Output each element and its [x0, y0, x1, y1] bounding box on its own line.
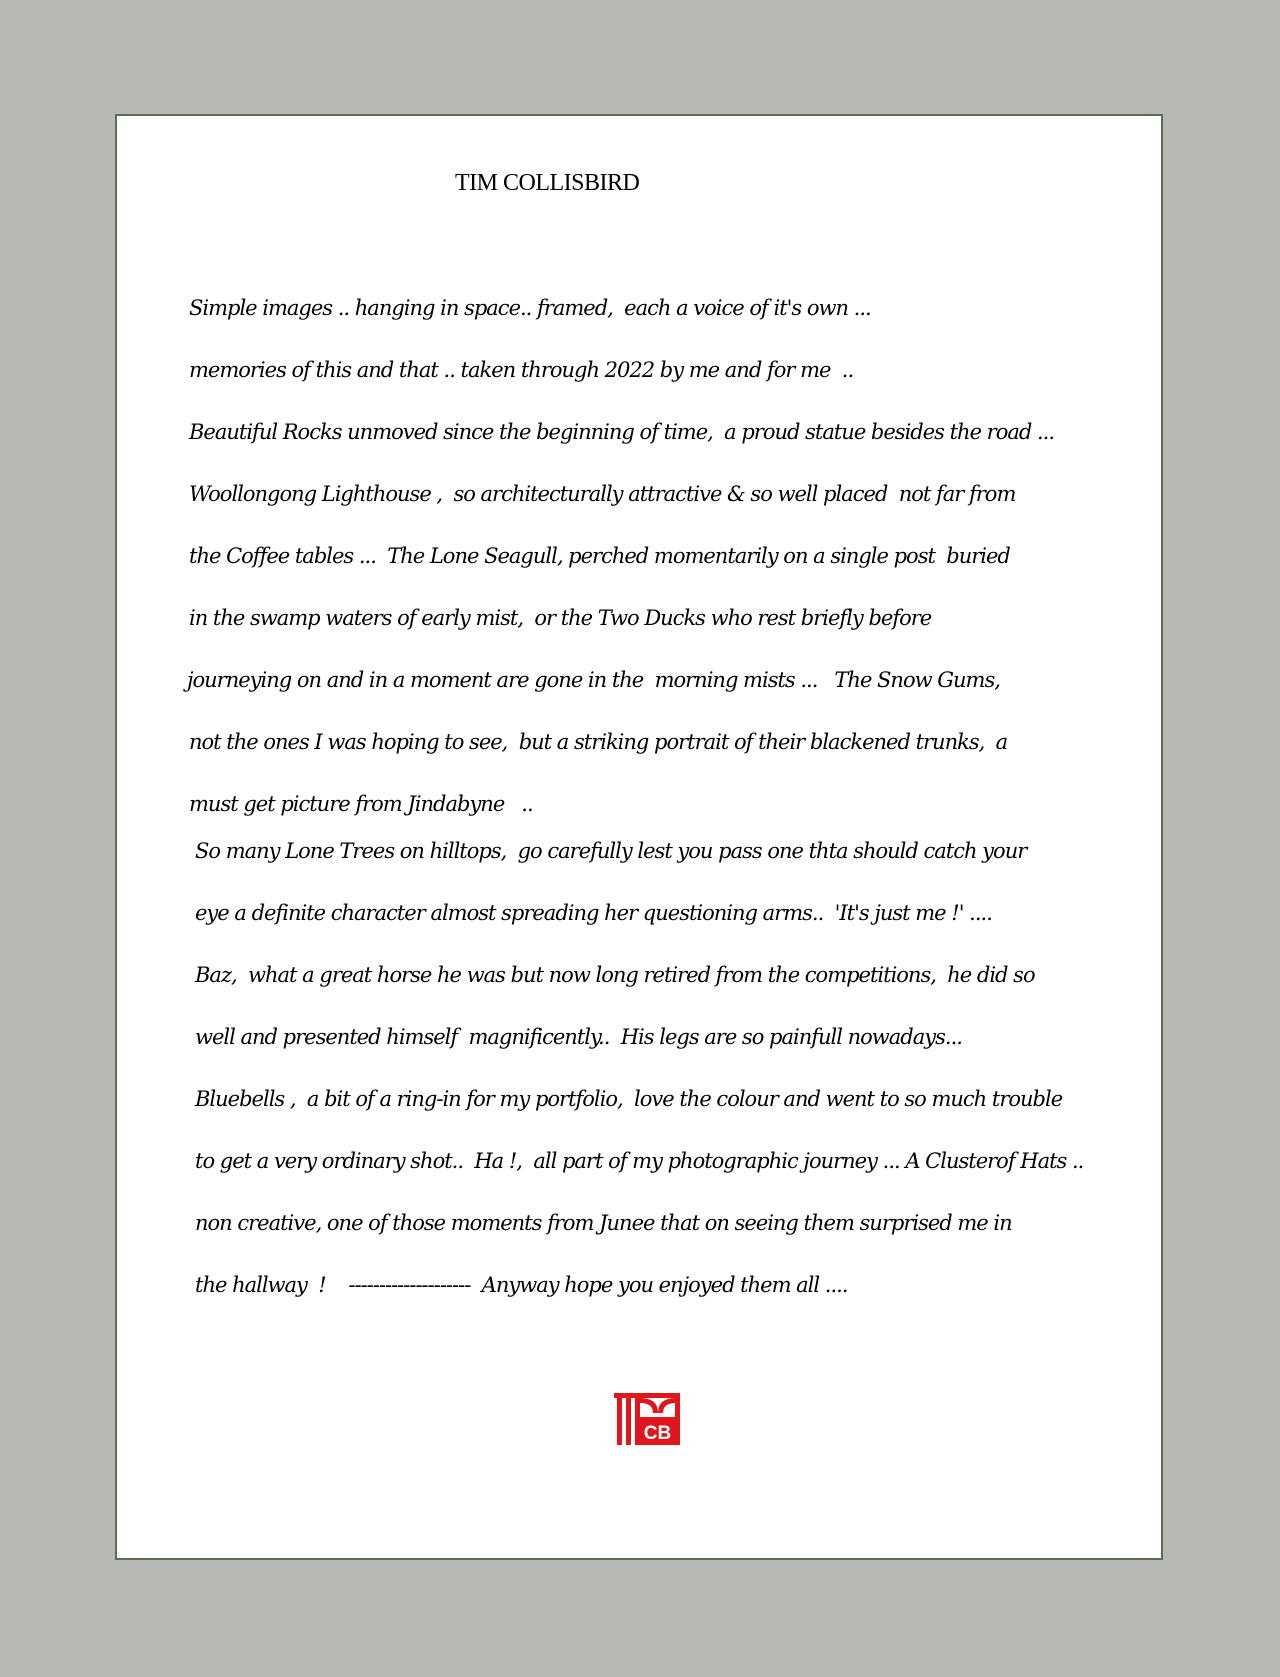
paragraph-1-line-7: journeying on and in a moment are gone in the morning mists ... The Snow Gums,	[187, 668, 1000, 692]
tmcb-monogram-logo	[614, 1393, 680, 1445]
paragraph-2-line-5: Bluebells , a bit of a ring-in for my portfolio, love the colour and went to so much trouble	[195, 1087, 1063, 1111]
page-title: TIM COLLISBIRD	[455, 170, 640, 196]
svg-text:CB: CB	[643, 1423, 672, 1444]
paragraph-1-line-8: not the ones I was hoping to see, but a striking portrait of their blackened trunks, a	[189, 730, 1008, 754]
document-page	[115, 114, 1163, 1560]
paragraph-2-line-6: to get a very ordinary shot.. Ha !, all part of my photographic journey ... A Clusterof Hats ..	[195, 1149, 1084, 1173]
paragraph-1-line-5: the Coffee tables ... The Lone Seagull, perched momentarily on a single post buried	[189, 544, 1010, 568]
paragraph-1-line-6: in the swamp waters of early mist, or the Two Ducks who rest briefly before	[189, 606, 932, 630]
paragraph-1-line-2: memories of this and that .. taken through 2022 by me and for me ..	[189, 358, 854, 382]
paragraph-2-line-3: Baz, what a great horse he was but now long retired from the competitions, he did so	[195, 963, 1035, 987]
paragraph-1-line-4: Woollongong Lighthouse , so architecturally attractive & so well placed not far from	[189, 482, 1016, 506]
paragraph-2-line-7: non creative, one of those moments from Junee that on seeing them surprised me in	[195, 1211, 1012, 1235]
paragraph-2-line-8: the hallway ! -------------------- Anyway hope you enjoyed them all ....	[195, 1273, 848, 1297]
paragraph-1-line-3: Beautiful Rocks unmoved since the beginning of time, a proud statue besides the road ...	[189, 420, 1055, 444]
paragraph-2-line-2: eye a definite character almost spreading her questioning arms.. 'It's just me !' ....	[195, 901, 992, 925]
paragraph-1-line-9: must get picture from Jindabyne ..	[189, 792, 533, 816]
paragraph-2-line-1: So many Lone Trees on hilltops, go carefully lest you pass one thta should catch your	[195, 839, 1027, 863]
paragraph-2-line-4: well and presented himself magnificently.. His legs are so painfull nowadays...	[195, 1025, 962, 1049]
paragraph-1-line-1: Simple images .. hanging in space.. framed, each a voice of it's own ...	[189, 296, 871, 320]
